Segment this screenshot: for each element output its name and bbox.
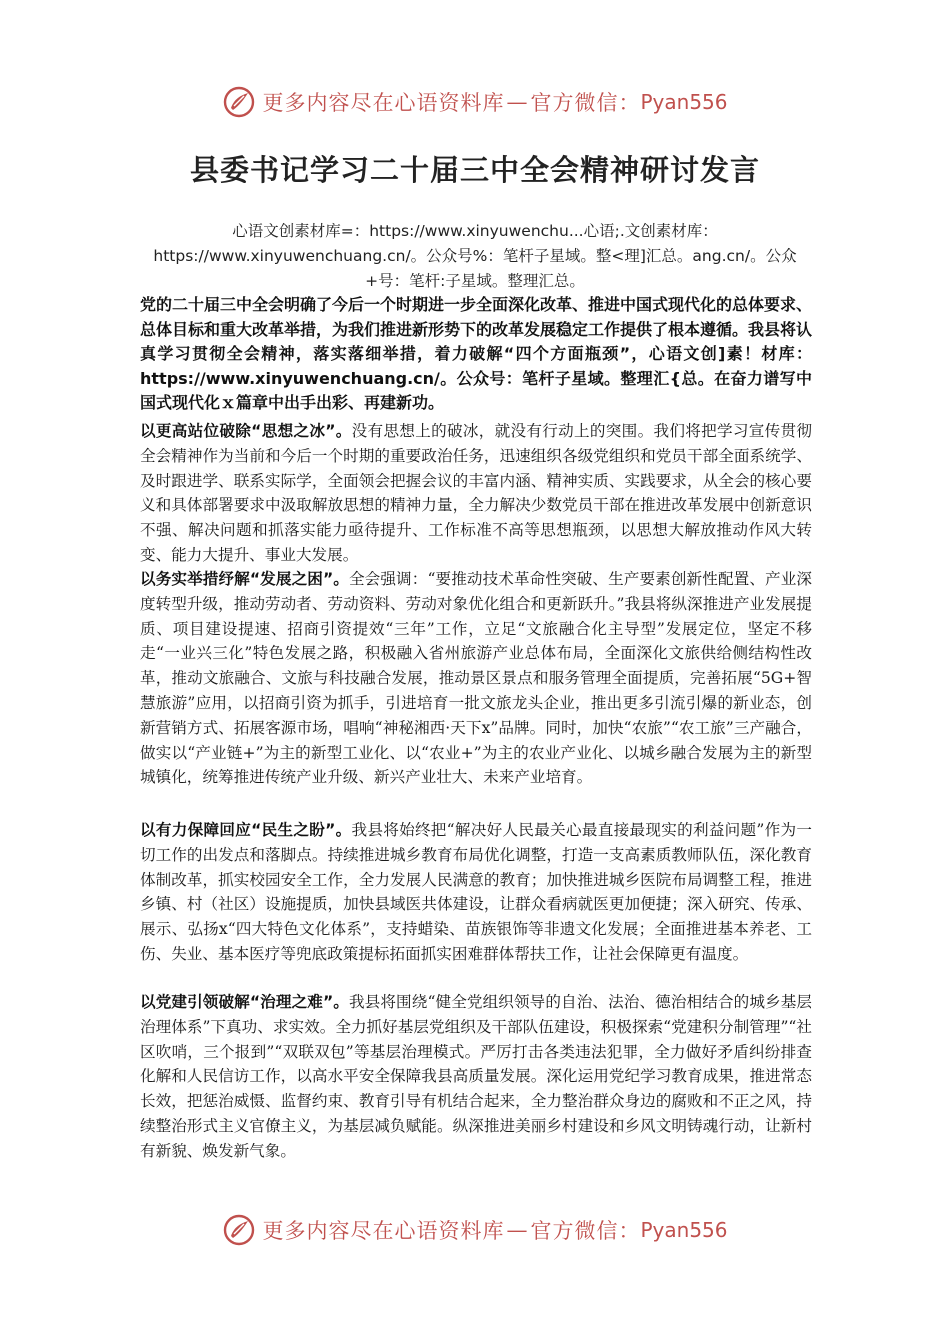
banner-text: 更多内容尽在心语资料库 [262, 91, 505, 115]
section-paragraph [140, 567, 812, 790]
section-body: 我县将始终把“解决好人民最关心最直接最现实的利益问题”作为一切工作的出发点和落脚点。持续推进城乡教育布局优化调整，打造一支高素质教师队伍，深化教育体制改革，抓实校园安全工作，全力发展人民满意的教育；加快推进城乡医院布局调整工程，推进乡镇、村（社区）设施提质，加快县域医共体建设，让群众看病就医更加便捷；深入研究、传承、展示、弘扬x“四大特色文化体系”，支持蜡染、苗族银饰等非遗文化发展；全面推进基本养老、工伤、失业、基本医疗等兜底政策提标拓面抓实困难群体帮扶工作，让社会保障更有温度。 [140, 821, 812, 963]
section-body: 没有思想上的破冰，就没有行动上的突围。我们将把学习宣传贯彻全会精神作为当前和今后一个时期的重要政治任务，迅速组织各级党组织和党员干部全面系统学、及时跟进学、联系实际学，全面领会把握会议的丰富内涵、精神实质、实践要求，从全会的核心要义和具体部署要求中汲取解放思想的精神力量，全力解决少数党员干部在推进改革发展中创新意识不强、解决问题和抓落实能力亟待提升、工作标准不高等思想瓶颈，以思想大解放推动作风大转变、能力大提升、事业大发展。 [140, 422, 812, 564]
banner-text: 更多内容尽在心语资料库 [262, 1219, 505, 1243]
document-title: 县委书记学习二十届三中全会精神研讨发言 [189, 153, 760, 187]
section-heading: 以更高站位破除“思想之冰”。 [140, 422, 352, 440]
section-body: 我县将围绕“健全党组织领导的自治、法治、德治相结合的城乡基层治理体系”下真功、求实效。全力抓好基层党组织及干部队伍建设，积极探索“党建积分制管理”“社区吹哨，三个报到”“双联双包”等基层治理模式。严厉打击各类违法犯罪，全力做好矛盾纠纷排查化解和人民信访工作，以高水平安全保障我县高质量发展。深化运用党纪学习教育成果，推进常态长效，把惩治威慑、监督约束、教育引导有机结合起来，全力整治群众身边的腐败和不正之风，持续整治形式主义官僚主义，为基层减负赋能。纵深推进美丽乡村建设和乡风文明铸魂行动，让新村有新貌、焕发新气象。 [140, 993, 812, 1160]
section-heading: 以有力保障回应“民生之盼”。 [140, 821, 352, 839]
header-banner [0, 80, 950, 124]
banner-dash: — [506, 90, 529, 114]
section-paragraph [140, 419, 812, 568]
banner-dash: — [506, 1218, 529, 1242]
section-heading: 以务实举措纾解“发展之困”。 [140, 570, 349, 588]
lead-paragraph: 党的二十届三中全会明确了今后一个时期进一步全面深化改革、推进中国式现代化的总体要求、总体目标和重大改革举措，为我们推进新形势下的改革发展稳定工作提供了根本遵循。我县将认真学习贯彻全会精神，落实落细举措，着力破解“四个方面瓶颈”，心语文创]素！材库：https://www.xinyuwenchuang.cn/。公众号：笔杆子星域。整理汇{总。在奋力谱写中国式现代化ｘ篇章中出手出彩、再建新功。 [140, 295, 813, 412]
brand-logo-icon [222, 85, 256, 119]
banner-account-label: 官方微信： [530, 1219, 641, 1243]
section-paragraph [140, 990, 812, 1164]
banner-wechat-handle: Pyan556 [640, 1218, 728, 1242]
section-paragraph [140, 818, 812, 967]
section-heading: 以党建引领破解“治理之难”。 [140, 993, 349, 1011]
banner-wechat-handle: Pyan556 [640, 90, 728, 114]
section-body: 全会强调：“要推动技术革命性突破、生产要素创新性配置、产业深度转型升级，推动劳动者、劳动资料、劳动对象优化组合和更新跃升。”我县将纵深推进产业发展提质、项目建设提速、招商引资提效“三年”工作，立足“文旅融合化主导型”发展定位，坚定不移走“一业兴三化”特色发展之路，积极融入省州旅游产业总体布局，全面深化文旅供给侧结构性改革，推动文旅融合、文旅与科技融合发展，推动景区景点和服务管理全面提质，完善拓展“5G+智慧旅游”应用，以招商引资为抓手，引进培育一批文旅龙头企业，推出更多引流引爆的新业态，创新营销方式、拓展客源市场，唱响“神秘湘西·天下x”品牌。同时，加快“农旅”“农工旅”三产融合，做实以“产业链+”为主的新型工业化、以“农业+”为主的农业产业化、以城乡融合发展为主的新型城镇化，统筹推进传统产业升级、新兴产业壮大、未来产业培育。 [140, 570, 812, 787]
brand-logo-icon [222, 1213, 256, 1247]
source-note: 心语文创素材库=：https://www.xinyuwenchu...心语;.文创素材库：https://www.xinyuwenchuang.cn/。公众号%：笔杆子星域。整<理]汇总。ang.cn/。公众+号：笔杆:子星域。整理汇总。 [153, 222, 797, 290]
banner-account-label: 官方微信： [530, 91, 641, 115]
footer-banner [0, 1208, 950, 1252]
